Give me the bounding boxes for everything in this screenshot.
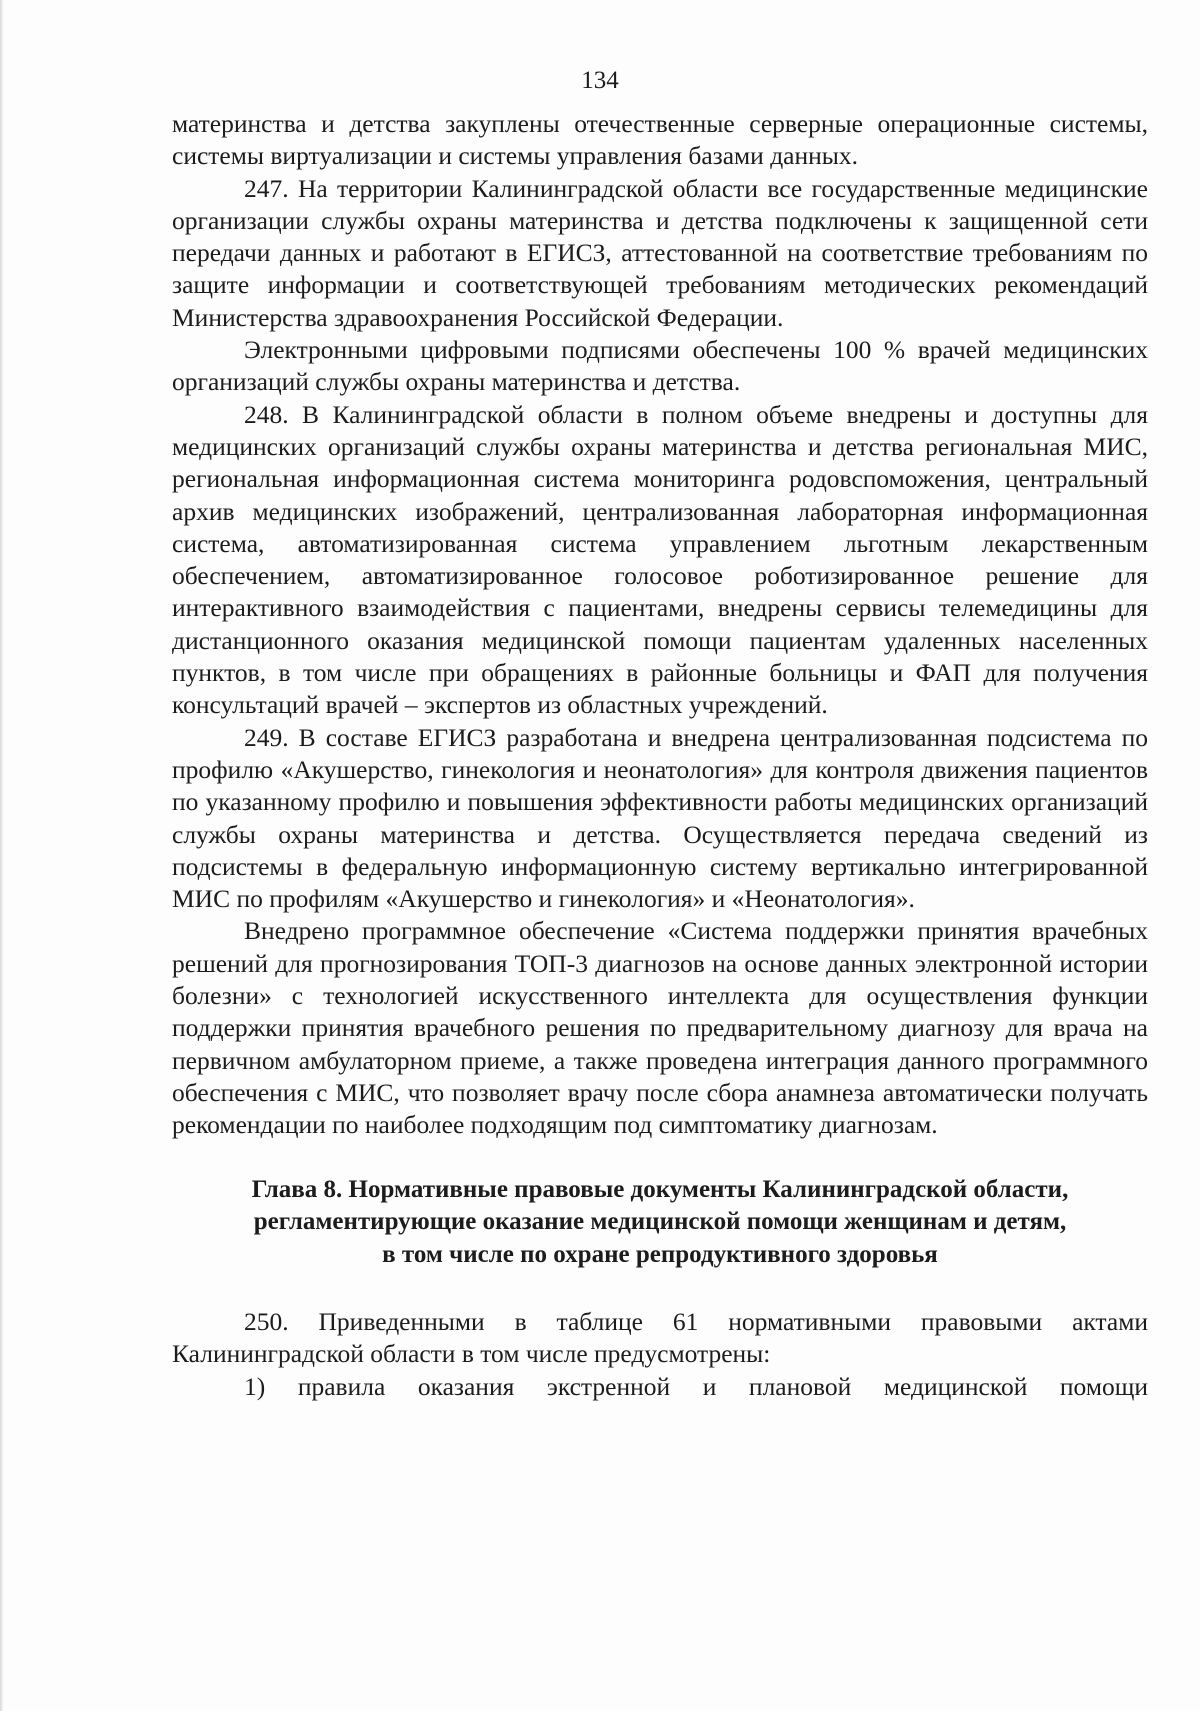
paragraph-248: 248. В Калининградской области в полном объеме внедрены и доступны для медицинских организаций службы охраны материнства и детства региональная МИС, региональная информационная система мониторинга родовспоможения, центральный архив медицинских изображений, централизованная лабораторная информационная система, автоматизированная система управлением льготным лекарственным обеспечением, автоматизированное голосовое роботизированное решение для интерактивного взаимодействия с пациентами, внедрены сервисы телемедицины для дистанционного оказания медицинской помощи пациентам удаленных населенных пунктов, в том числе при обращениях в районные больницы и ФАП для получения консультаций врачей – экспертов из областных учреждений.: [172, 399, 1148, 720]
page-number: 134: [581, 67, 619, 94]
paragraph-250-item-1: 1) правила оказания экстренной и плановой медицинской помощи: [244, 1371, 1148, 1401]
paragraph-249-software: Внедрено программное обеспечение «Система поддержки принятия врачебных решений для прогнозирования ТОП-3 диагнозов на основе данных электронной истории болезни» с технологией искусственного интеллекта для осуществления функции поддержки принятия врачебного решения по предварительному диагнозу для врача на первичном амбулаторном приеме, а также проведена интеграция данного программного обеспечения с МИС, что позволяет врачу после сбора анамнеза автоматически получать рекомендации по наиболее подходящим под симптоматику диагнозам.: [172, 916, 1148, 1140]
paragraph-247-signatures: Электронными цифровыми подписями обеспечены 100 % врачей медицинских организаций службы охраны материнства и детства.: [172, 335, 1148, 397]
scan-edge: [0, 0, 3, 1711]
paragraph-247: 247. На территории Калининградской области все государственные медицинские организации службы охраны материнства и детства подключены к защищенной сети передачи данных и работают в ЕГИСЗ, аттестованной на соответствие требованиям по защите информации и соответствующей требованиям методических рекомендаций Министерства здравоохранения Российской Федерации.: [172, 173, 1148, 332]
paragraph-continuation: материнства и детства закуплены отечественные серверные операционные системы, системы виртуализации и системы управления базами данных.: [172, 109, 1148, 171]
paragraph-250: 250. Приведенными в таблице 61 нормативными правовыми актами Калининградской области в том числе предусмотрены:: [172, 1307, 1148, 1369]
chapter-heading: [172, 1174, 1148, 1272]
chapter-heading-line-2: регламентирующие оказание медицинской помощи женщинам и детям,: [253, 1208, 1067, 1235]
chapter-heading-line-3: в том числе по охране репродуктивного здоровья: [382, 1240, 938, 1268]
chapter-heading-line-1: Глава 8. Нормативные правовые документы Калининградской области,: [251, 1175, 1069, 1203]
paragraph-249: 249. В составе ЕГИСЗ разработана и внедрена централизованная подсистема по профилю «Акушерство, гинекология и неонатология» для контроля движения пациентов по указанному профилю и повышения эффективности работы медицинских организаций службы охраны материнства и детства. Осуществляется передача сведений из подсистемы в федеральную информационную систему вертикально интегрированной МИС по профилям «Акушерство и гинекология» и «Неонатология».: [172, 722, 1148, 914]
page-body: [172, 108, 1148, 1403]
